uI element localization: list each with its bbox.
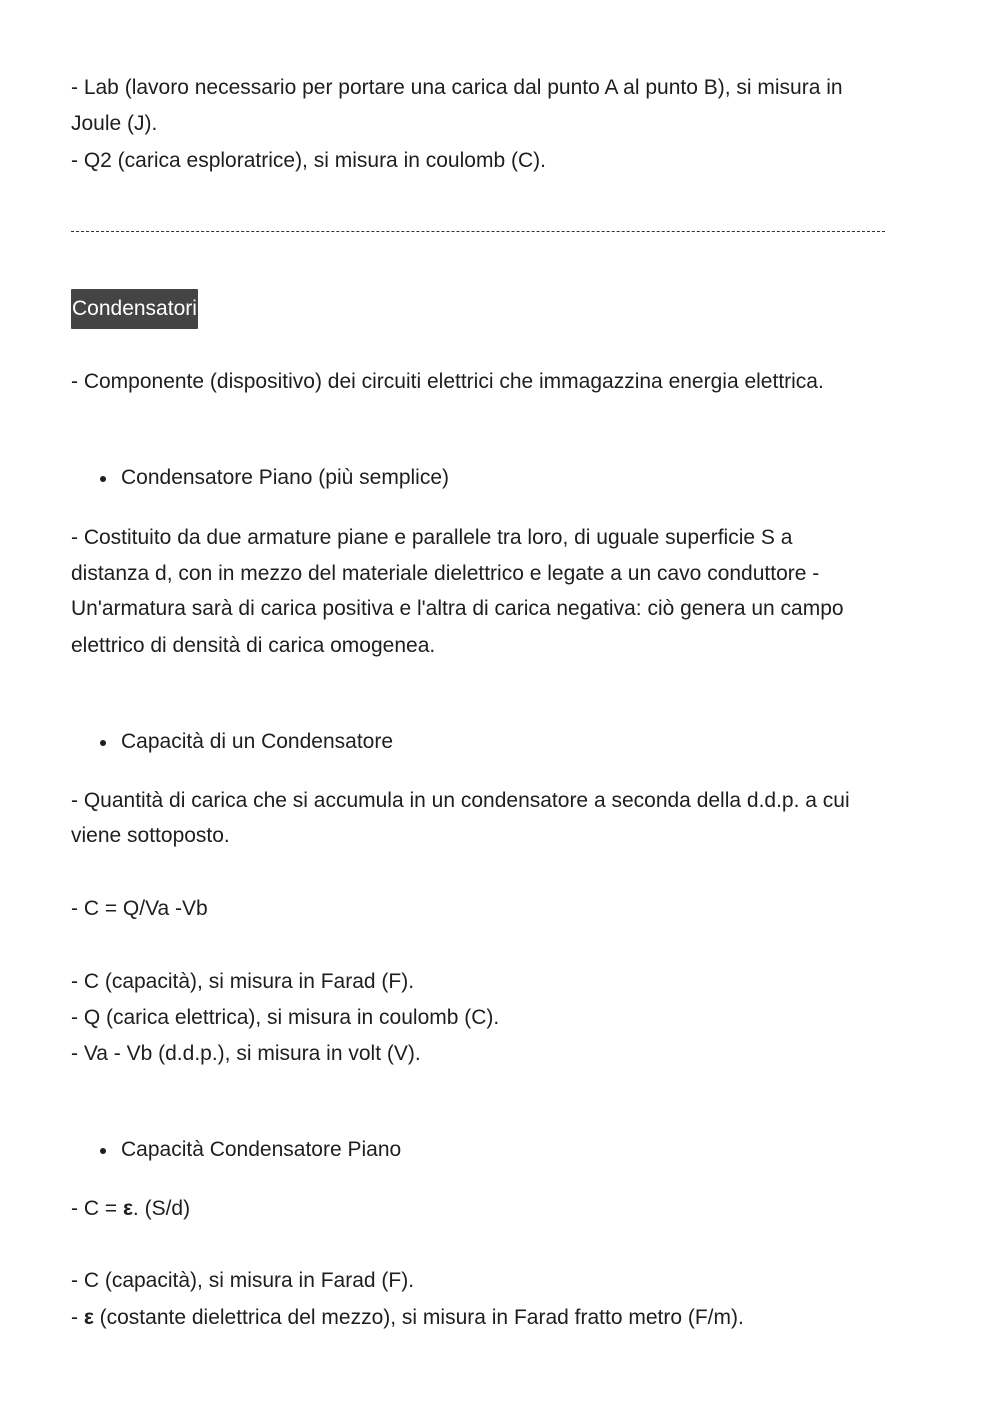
epsilon-symbol: ε — [122, 1197, 133, 1220]
piano-line-4: elettrico di densità di carica omogenea. — [71, 634, 436, 657]
intro-line-2: Joule (J). — [71, 112, 158, 135]
bullet-capacita-condensatore-piano: Capacità Condensatore Piano — [121, 1138, 402, 1161]
capacita-def-2: - Q (carica elettrica), si misura in coulomb (C). — [71, 1006, 500, 1029]
epsilon-symbol-def: ε — [83, 1306, 94, 1329]
section-heading: Condensatori — [71, 289, 198, 329]
def2-prefix: - — [71, 1306, 84, 1329]
bullet-condensatore-piano: Condensatore Piano (più semplice) — [121, 466, 450, 489]
formula-prefix: - C = — [71, 1197, 123, 1220]
capacita-line-1: - Quantità di carica che si accumula in un condensatore a seconda della d.d.p. a cui — [71, 789, 850, 812]
section-description: - Componente (dispositivo) dei circuiti elettrici che immagazzina energia elettrica. — [71, 370, 824, 393]
bullet-capacita-condensatore: Capacità di un Condensatore — [121, 730, 394, 753]
intro-line-3: - Q2 (carica esploratrice), si misura in coulomb (C). — [71, 149, 546, 172]
def2-suffix: (costante dielettrica del mezzo), si misura in Farad fratto metro (F/m). — [93, 1306, 744, 1329]
intro-line-1: - Lab (lavoro necessario per portare una carica dal punto A al punto B), si misura in — [71, 76, 843, 99]
capacita-piano-formula — [71, 1197, 190, 1221]
piano-line-1: - Costituito da due armature piane e parallele tra loro, di uguale superficie S a — [71, 526, 793, 549]
formula-suffix: . (S/d) — [132, 1197, 191, 1220]
capacita-piano-def-1: - C (capacità), si misura in Farad (F). — [71, 1269, 415, 1292]
capacita-formula: - C = Q/Va -Vb — [71, 897, 208, 920]
bullet-dot-capacita-piano — [100, 1148, 106, 1154]
section-divider — [71, 231, 885, 232]
capacita-def-1: - C (capacità), si misura in Farad (F). — [71, 970, 415, 993]
capacita-line-2: viene sottoposto. — [71, 824, 230, 847]
piano-line-3: Un'armatura sarà di carica positiva e l'altra di carica negativa: ciò genera un campo — [71, 597, 844, 620]
bullet-dot-piano — [100, 476, 106, 482]
capacita-piano-def-2 — [71, 1306, 744, 1330]
bullet-dot-capacita — [100, 740, 106, 746]
piano-line-2: distanza d, con in mezzo del materiale dielettrico e legate a un cavo conduttore - — [71, 562, 820, 585]
capacita-def-3: - Va - Vb (d.d.p.), si misura in volt (V). — [71, 1042, 421, 1065]
